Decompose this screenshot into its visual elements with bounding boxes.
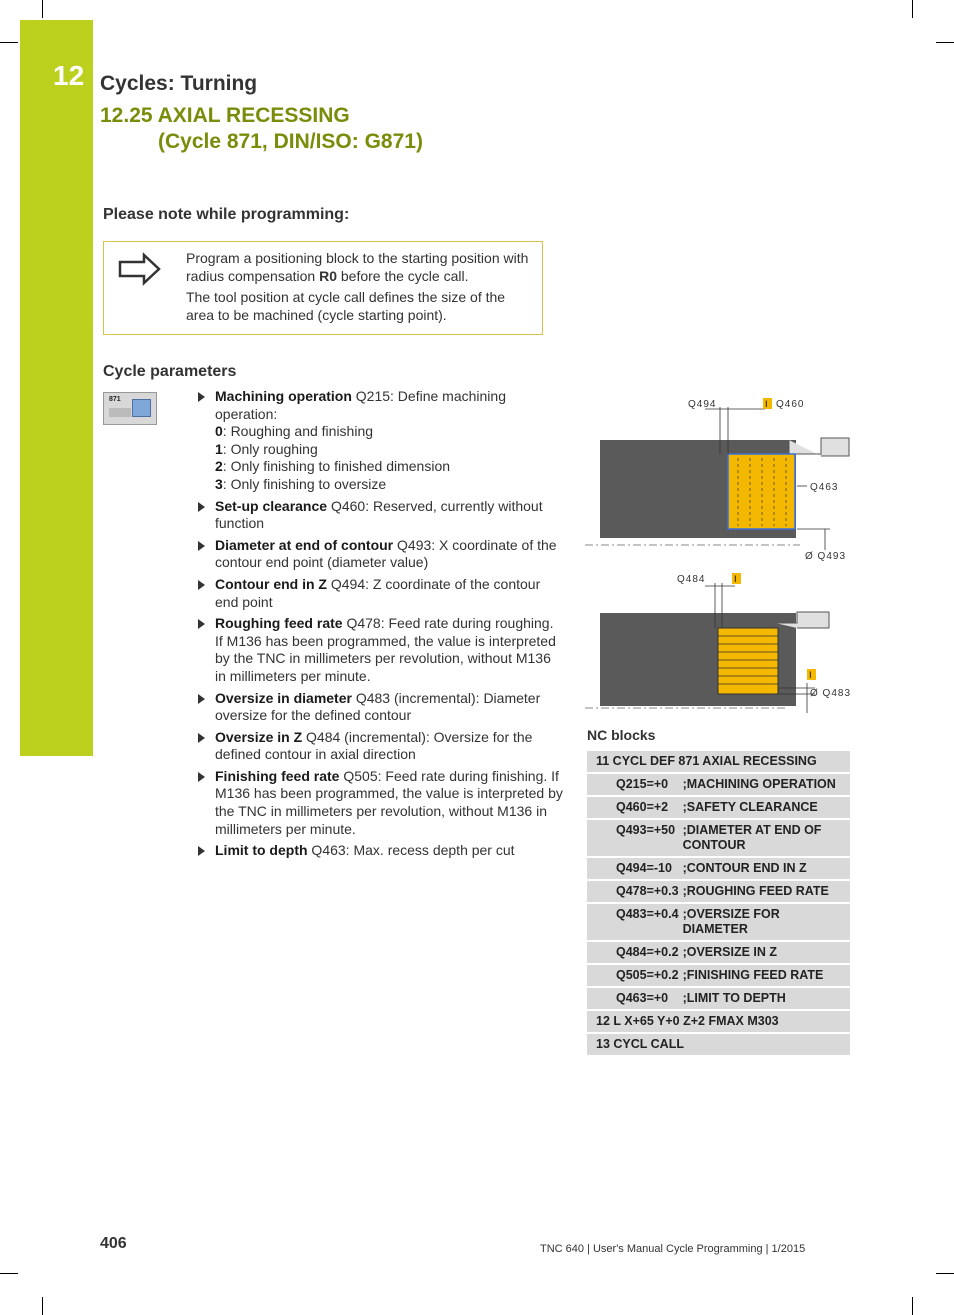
param-finishing-feed-rate: Finishing feed rate Q505: Feed rate during finishing. If M136 has been programmed, the value is interpreted by the TNC in millimeters per revolution, without M136 in millimeters per minute. [195, 768, 565, 838]
table-row: Q460=+2 ;SAFETY CLEARANCE [587, 796, 850, 819]
table-row: 13 CYCL CALL [587, 1033, 850, 1056]
bullet-triangle-icon [198, 694, 205, 704]
chapter-title: Cycles: Turning [100, 72, 258, 95]
crop-mark [912, 0, 913, 18]
chapter-sidebar [20, 20, 93, 756]
table-row: Q505=+0.2 ;FINISHING FEED RATE [587, 964, 850, 987]
crop-mark [912, 1297, 913, 1315]
label-q460: Q460 [776, 399, 805, 410]
bullet-triangle-icon [198, 541, 205, 551]
label-q463: Q463 [810, 482, 839, 493]
section-title-line1: 12.25 AXIAL RECESSING [100, 104, 350, 127]
table-row: Q494=-10 ;CONTOUR END IN Z [587, 857, 850, 880]
param-oversize-diameter: Oversize in diameter Q483 (incremental): Diameter oversize for the defined contour [195, 690, 565, 725]
param-oversize-z: Oversize in Z Q484 (incremental): Oversize for the defined contour in axial direction [195, 729, 565, 764]
parameter-list [195, 388, 565, 864]
table-row: Q484=+0.2 ;OVERSIZE IN Z [587, 941, 850, 964]
crop-mark [0, 1273, 18, 1274]
bullet-triangle-icon [198, 502, 205, 512]
arrow-right-icon [118, 252, 162, 286]
bullet-triangle-icon [198, 392, 205, 402]
bullet-triangle-icon [198, 733, 205, 743]
note-paragraph-2: The tool position at cycle call defines the size of the area to be machined (cycle starting point). [186, 289, 506, 323]
table-row: Q493=+50 ;DIAMETER AT END OF CONTOUR [587, 819, 850, 857]
figure-axial-recess-roughing [585, 392, 855, 567]
note-heading: Please note while programming: [103, 206, 350, 223]
bullet-triangle-icon [198, 619, 205, 629]
svg-text:I: I [765, 399, 768, 409]
figure-axial-recess-finishing [585, 568, 855, 718]
param-roughing-feed-rate: Roughing feed rate Q478: Feed rate during roughing. If M136 has been programmed, the value is interpreted by the TNC in millimeters per revolution, without M136 in millimeters per minute. [195, 615, 565, 685]
label-q483: Ø Q483 [810, 688, 852, 699]
param-limit-to-depth: Limit to depth Q463: Max. recess depth per cut [195, 842, 565, 860]
chapter-number: 12 [53, 60, 85, 91]
crop-mark [42, 1297, 43, 1315]
crop-mark [0, 42, 18, 43]
note-text [186, 249, 531, 327]
cycle-871-softkey-icon: 871 [103, 392, 157, 425]
table-row: Q478=+0.3 ;ROUGHING FEED RATE [587, 880, 850, 903]
param-setup-clearance: Set-up clearance Q460: Reserved, currently without function [195, 498, 565, 533]
section-title [100, 103, 423, 155]
table-row: Q463=+0 ;LIMIT TO DEPTH [587, 987, 850, 1010]
bullet-triangle-icon [198, 846, 205, 856]
crop-mark [936, 1273, 954, 1274]
table-row: 11 CYCL DEF 871 AXIAL RECESSING [587, 751, 850, 773]
note-paragraph-1: Program a positioning block to the starting position with radius compensation R0 before the cycle call. [186, 250, 529, 284]
svg-text:I: I [809, 670, 812, 680]
param-contour-end-z: Contour end in Z Q494: Z coordinate of the contour end point [195, 576, 565, 611]
nc-blocks-heading: NC blocks [587, 727, 656, 743]
cycle-parameters-heading: Cycle parameters [103, 363, 237, 380]
bullet-triangle-icon [198, 772, 205, 782]
tool-holder [789, 438, 849, 456]
nc-blocks-table [587, 751, 850, 1057]
page-number: 406 [100, 1235, 127, 1252]
param-diameter-end-contour: Diameter at end of contour Q493: X coordinate of the contour end point (diameter value) [195, 537, 565, 572]
label-q484: Q484 [677, 574, 706, 585]
table-row: Q483=+0.4 ;OVERSIZE FOR DIAMETER [587, 903, 850, 941]
table-row: 12 L X+65 Y+0 Z+2 FMAX M303 [587, 1010, 850, 1033]
param-machining-operation: Machining operation Q215: Define machining operation: 0: Roughing and finishing 1: Only roughing 2: Only finishing to finished dimension 3: Only finishing to oversize [195, 388, 565, 494]
bullet-triangle-icon [198, 580, 205, 590]
svg-text:I: I [734, 574, 737, 584]
label-q493: Ø Q493 [805, 551, 847, 562]
label-q494: Q494 [688, 399, 717, 410]
section-title-line2: (Cycle 871, DIN/ISO: G871) [158, 130, 423, 153]
table-row: Q215=+0 ;MACHINING OPERATION [587, 773, 850, 796]
crop-mark [42, 0, 43, 18]
crop-mark [936, 42, 954, 43]
footer-text: TNC 640 | User's Manual Cycle Programming | 1/2015 [540, 1243, 806, 1255]
